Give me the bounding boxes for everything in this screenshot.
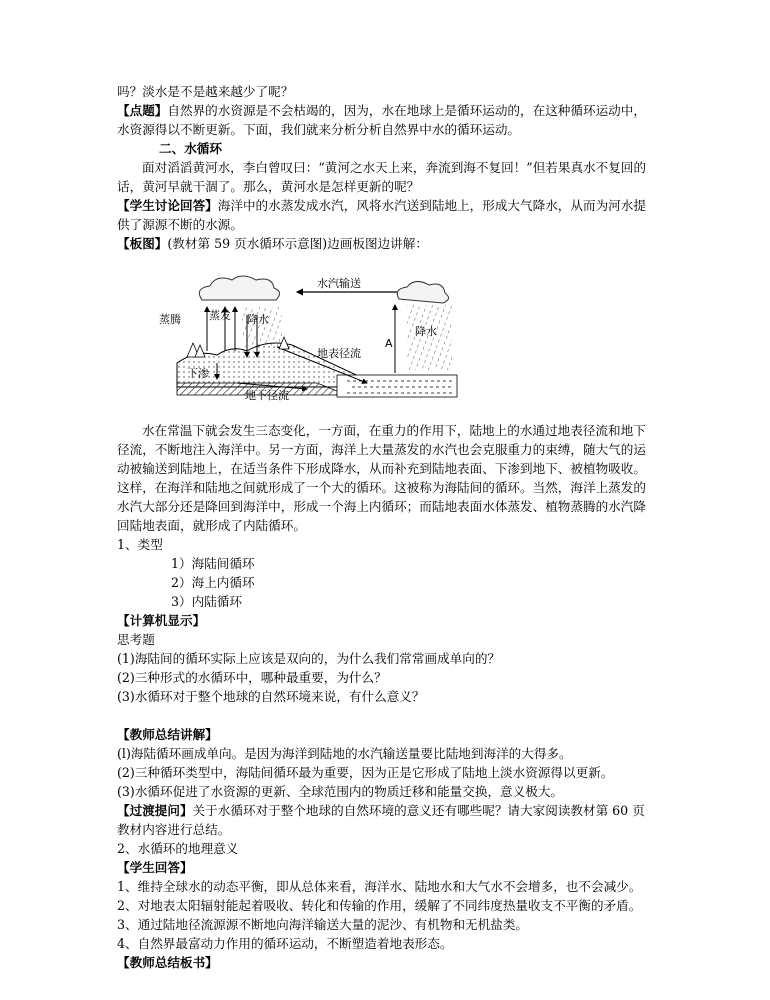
document-page	[117, 82, 657, 972]
label-precip-land: 降水	[247, 313, 269, 326]
question-item: (2)三种形式的水循环中，哪种最重要，为什么？	[117, 670, 387, 685]
tag: 【板图】	[117, 236, 168, 251]
tag-heading: 【学生回答】	[117, 860, 193, 875]
section-heading: 二、水循环	[159, 141, 222, 156]
question-item: (3)水循环对于整个地球的自然环境来说，有什么意义？	[117, 689, 425, 704]
label-precip-sea: 降水	[415, 325, 437, 338]
meaning-item: 1、维持全球水的动态平衡，即从总体来看，海洋水、陆地水和大气水不会增多，也不会减少。	[117, 879, 642, 894]
paragraph-text: (教材第 59 页水循环示意图)边画板图边讲解：	[167, 236, 428, 251]
question-item: (1)海陆间的循环实际上应该是双向的，为什么我们常常画成单向的？	[117, 651, 501, 666]
meaning-item: 3、通过陆地径流源源不断地向海洋输送大量的泥沙、有机物和无机盐类。	[117, 917, 529, 932]
cloud-left	[199, 276, 279, 300]
label-transpiration: 蒸腾	[159, 313, 181, 326]
paragraph	[117, 801, 657, 839]
list-item: 1）海陆间循环	[171, 556, 255, 571]
answer-item: (l)海陆循环画成单向。是因为海洋到陆地的水汽输送量要比陆地到海洋的大得多。	[117, 746, 572, 761]
label-arrow-a: A	[385, 337, 393, 350]
label-evaporation: 蒸发	[209, 309, 231, 322]
meaning-item: 2、对地表太阳辐射能起着吸收、转化和传输的作用，缓解了不同纬度热量收支不平衡的矛盾。	[117, 898, 642, 913]
paragraph	[117, 101, 657, 139]
paragraph: 水在常温下就会发生三态变化，一方面，在重力的作用下，陆地上的水通过地表径流和地下径流，不断地注入海洋中。另一方面，海洋上大量蒸发的水汽也会克服重力的束缚，随大气的运动被输送到陆地上，在适当条件下形成降水，从而补充到陆地表面、下渗到地下、被植物吸收。这样，在海洋和陆地之间就形成了一个大的循环。这被称为海陆间的循环。当然，海洋上蒸发的水汽大部分还是降回到海洋中，形成一个海上内循环；而陆地表面水体蒸发、植物蒸腾的水汽降回陆地表面，就形成了内陆循环。	[117, 423, 646, 533]
questions-heading: 思考题	[117, 632, 155, 647]
answer-item: (2)三种循环类型中，海陆间循环最为重要，因为正是它形成了陆地上淡水资源得以更新。	[117, 765, 614, 780]
water-cycle-diagram	[147, 265, 467, 405]
cloud-right	[397, 281, 448, 303]
meaning-heading: 2、水循环的地理意义	[117, 841, 239, 856]
tag-heading: 【教师总结讲解】	[117, 727, 218, 742]
label-surface-runoff: 地表径流	[317, 347, 361, 360]
tag-heading: 【教师总结板书】	[117, 955, 218, 970]
meaning-item: 4、自然界最富动力作用的循环运动，不断塑造着地表形态。	[117, 936, 453, 951]
tag: 【过渡提问】	[117, 803, 193, 818]
types-heading: 1、类型	[117, 537, 163, 552]
tag: 【学生讨论回答】	[117, 198, 218, 213]
list-item: 2）海上内循环	[171, 575, 255, 590]
water-cycle-svg	[147, 265, 467, 405]
paragraph-text: 海洋中的水蒸发成水汽，风将水汽送到陆地上，形成大气降水，从而为河水提供了源源不断的水源。	[117, 198, 646, 232]
tag-heading: 【计算机显示】	[117, 613, 206, 628]
paragraph-text: 自然界的水资源是不会枯竭的，因为，水在地球上是循环运动的，在这种循环运动中，水资源得以不断更新。下面，我们就来分析分析自然界中水的循环运动。	[117, 103, 646, 137]
list-item: 3）内陆循环	[171, 594, 242, 609]
label-infiltration: 下渗	[187, 367, 209, 380]
label-groundwater: 地下径流	[245, 389, 289, 402]
paragraph	[117, 234, 657, 253]
paragraph: 面对滔滔黄河水，李白曾叹曰：“黄河之水天上来，奔流到海不复回！”但若果真水不复回的话，黄河早就干涸了。那么，黄河水是怎样更新的呢？	[117, 160, 647, 194]
tag: 【点题】	[117, 103, 168, 118]
paragraph: 吗？淡水是不是越来越少了呢？	[117, 84, 294, 99]
paragraph-text: 关于水循环对于整个地球的自然环境的意义还有哪些呢？请大家阅读教材第 60 页教材内容进行总结。	[117, 803, 645, 837]
paragraph	[117, 196, 657, 234]
answer-item: (3)水循环促进了水资源的更新、全球范围内的物质迁移和能量交换，意义极大。	[117, 784, 564, 799]
label-vapor: 水汽输送	[317, 277, 361, 290]
